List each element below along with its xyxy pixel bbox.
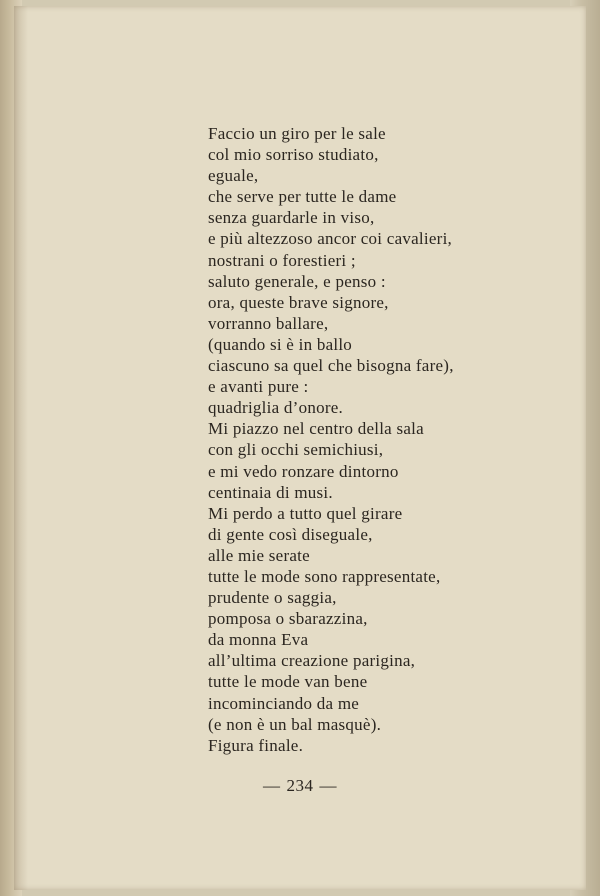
dash-right: —	[319, 776, 337, 795]
poem-line: e più altezzoso ancor coi cavalieri,	[208, 229, 453, 249]
poem-line: incominciando da me	[208, 693, 360, 713]
poem-line: Mi perdo a tutto quel girare	[208, 503, 403, 523]
poem-line: all’ultima creazione parigina,	[208, 651, 416, 671]
poem-line: da monna Eva	[208, 630, 309, 650]
poem-line: ora, queste brave signore,	[208, 292, 389, 312]
poem-line: alle mie serate	[208, 545, 310, 565]
poem-line: Figura finale.	[208, 735, 304, 755]
poem-line: che serve per tutte le dame	[208, 187, 397, 207]
poem-line: quadriglia d’onore.	[208, 398, 344, 418]
poem-line: con gli occhi semichiusi,	[208, 440, 384, 460]
poem-line: col mio sorriso studiato,	[208, 145, 379, 165]
poem-line: (quando si è in ballo	[208, 334, 353, 354]
poem-line: pomposa o sbarazzina,	[208, 609, 368, 629]
dash-left: —	[263, 776, 281, 795]
poem-line: ciascuno sa quel che bisogna fare),	[208, 356, 454, 376]
book-page	[14, 6, 586, 890]
poem-line: di gente così diseguale,	[208, 524, 373, 544]
poem-line: tutte le mode van bene	[208, 672, 368, 692]
page-number-footer	[14, 776, 586, 796]
poem-line: prudente o saggia,	[208, 588, 337, 608]
page-number: 234	[286, 776, 314, 795]
poem-line: vorranno ballare,	[208, 313, 329, 333]
poem-line: Mi piazzo nel centro della sala	[208, 419, 424, 439]
poem-line: nostrani o forestieri ;	[208, 250, 356, 270]
poem-line: saluto generale, e penso :	[208, 271, 386, 291]
poem-text	[208, 123, 454, 756]
gutter-shadow	[14, 6, 28, 890]
poem-line: tutte le mode sono rappresentate,	[208, 566, 441, 586]
poem-line: (e non è un bal masquè).	[208, 714, 382, 734]
poem-line: e avanti pure :	[208, 377, 309, 397]
poem-line: Faccio un giro per le sale	[208, 124, 386, 143]
poem-line: eguale,	[208, 166, 259, 186]
poem-line: senza guardarle in viso,	[208, 208, 375, 228]
poem-line: centinaia di musi.	[208, 482, 333, 502]
poem-line: e mi vedo ronzare dintorno	[208, 461, 399, 481]
